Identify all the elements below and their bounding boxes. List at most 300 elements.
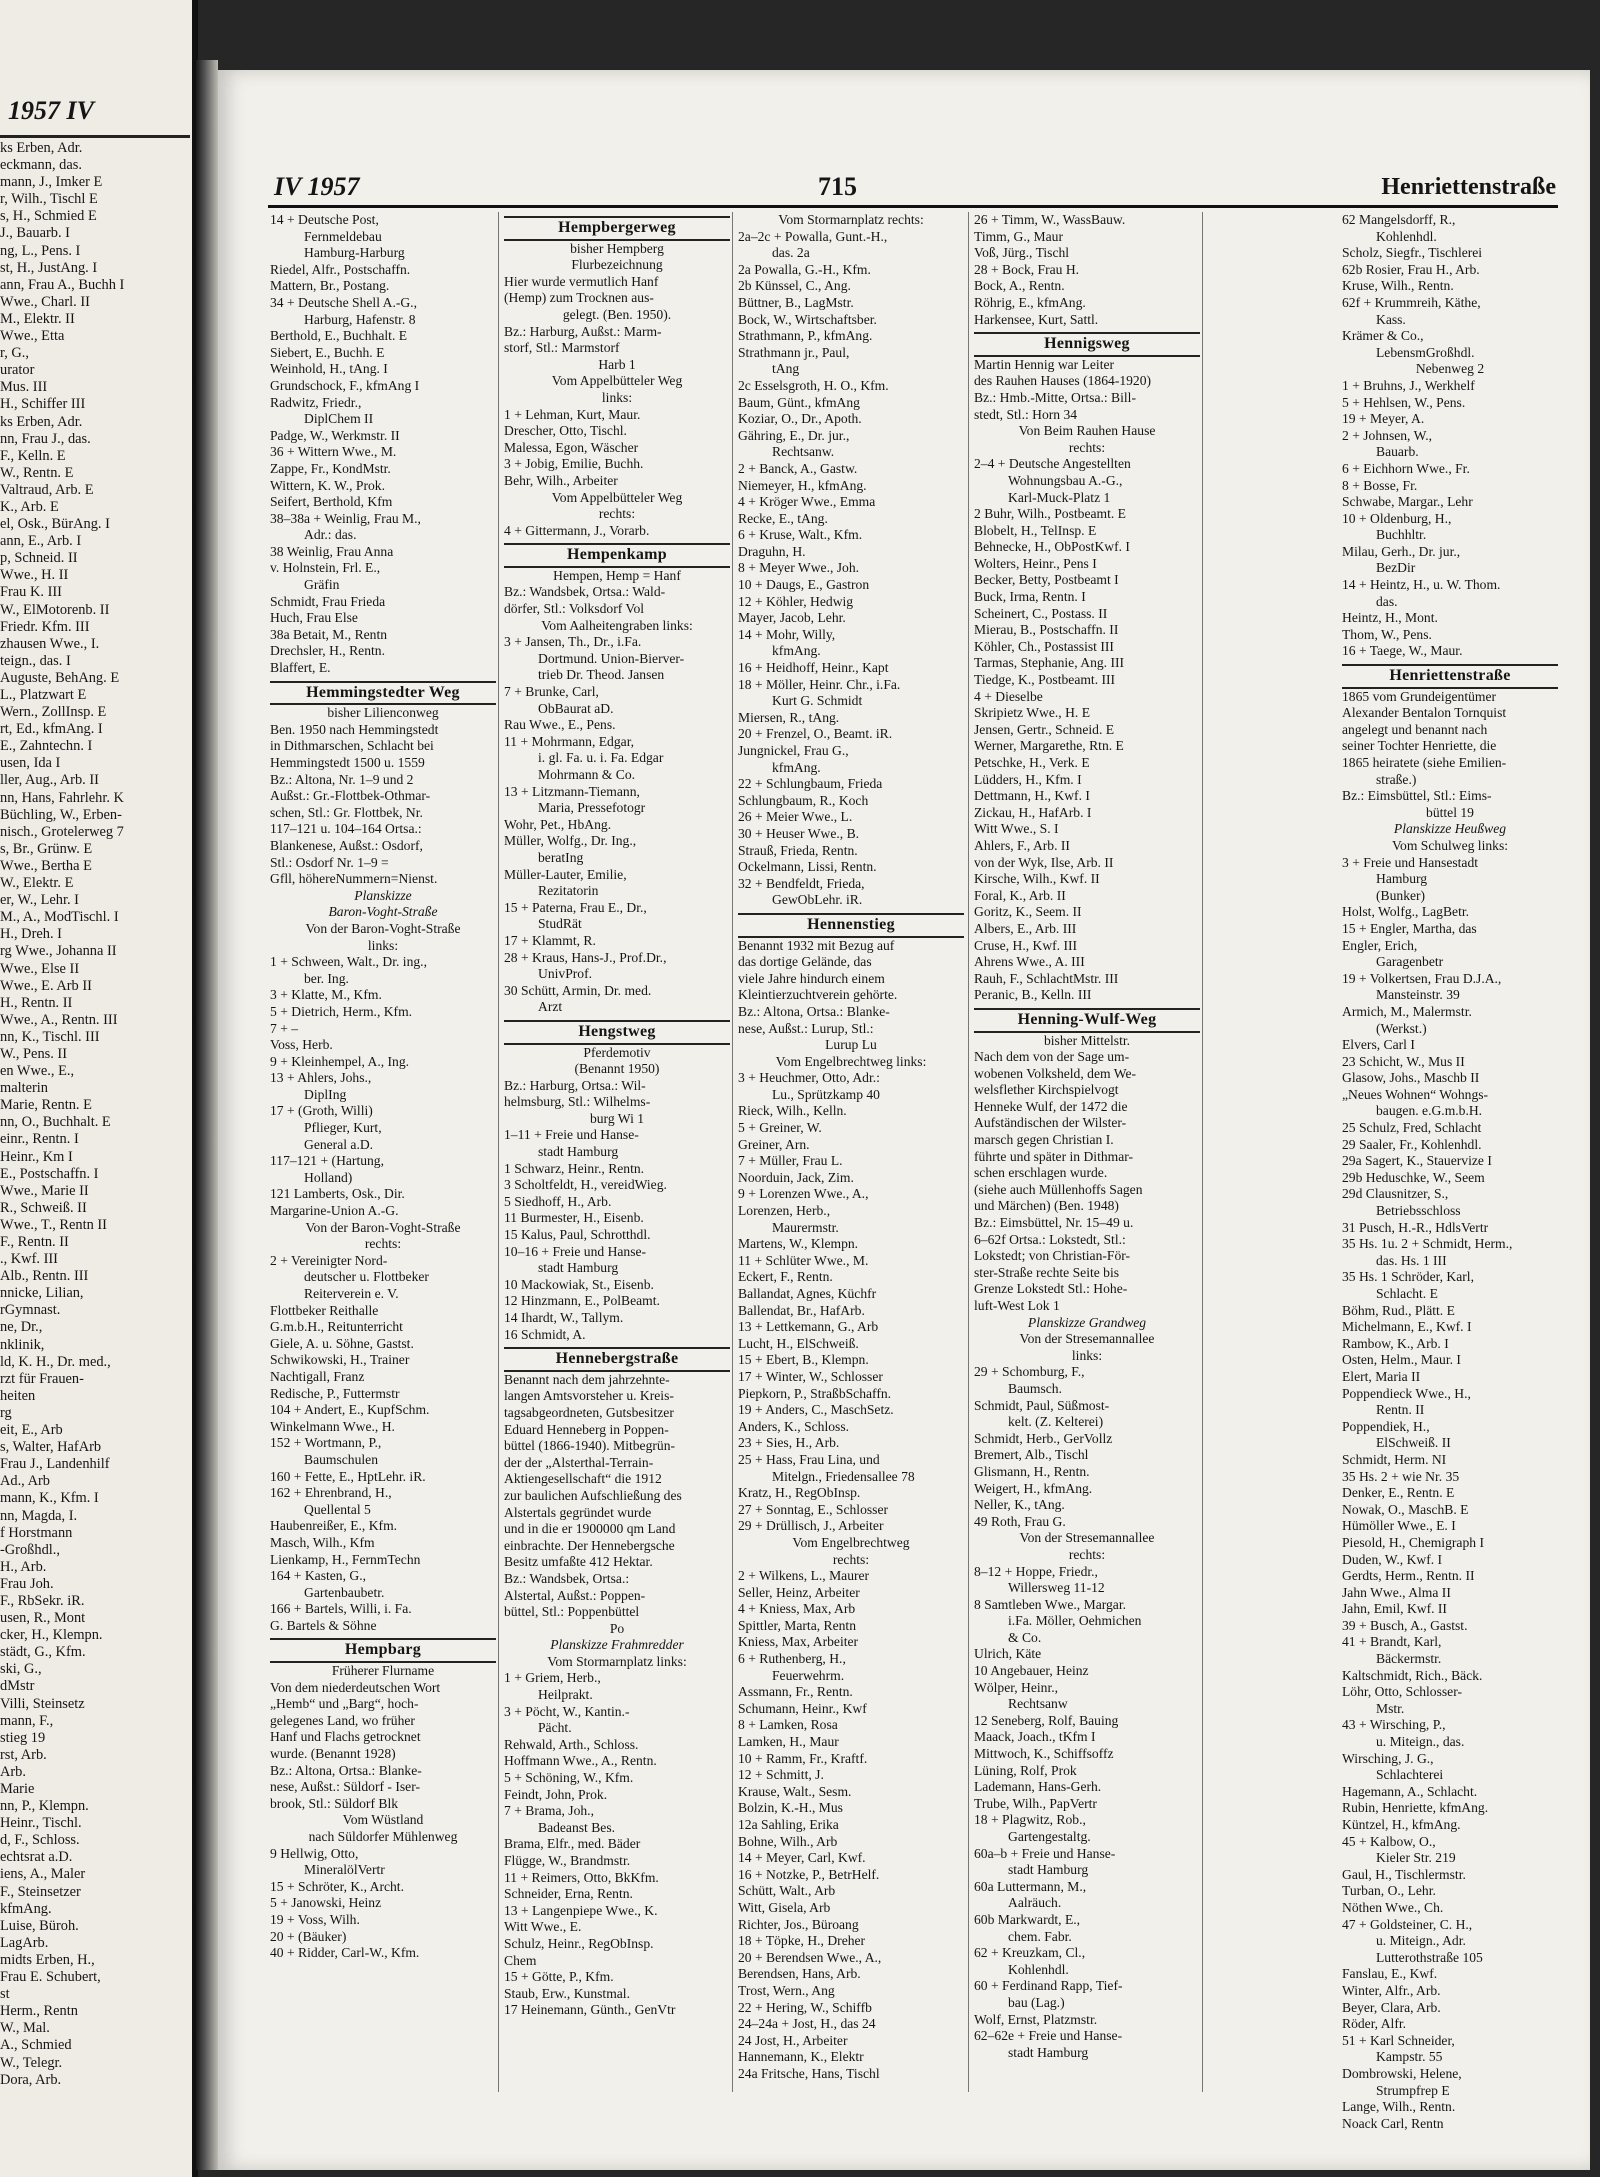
- directory-entry: 11 Burmester, H., Eisenb.: [504, 1210, 644, 1226]
- directory-entry: Kurt G. Schmidt: [772, 693, 863, 709]
- directory-entry: Küntzel, H., kfmAng.: [1342, 1817, 1461, 1832]
- directory-entry: Müller-Lauter, Emilie,: [504, 866, 627, 882]
- directory-entry: Vom Appelbütteler Weg: [551, 489, 683, 505]
- plan-sketch-note: Planskizze Heußweg: [1393, 821, 1507, 837]
- left-page-line: städt, G., Kfm.: [0, 1644, 86, 1661]
- left-page-line: W., Elektr. E: [0, 875, 74, 892]
- left-page-line: mann, F.,: [0, 1712, 54, 1729]
- directory-entry: Bäckermstr.: [1376, 1651, 1442, 1667]
- directory-entry: Thom, W., Pens.: [1342, 626, 1432, 642]
- left-page-line: d, F., Schloss.: [0, 1832, 80, 1849]
- directory-entry: der der „Alsterthal-Terrain-: [504, 1454, 654, 1470]
- directory-entry: 13 + Ahlers, Johs.,: [270, 1070, 372, 1086]
- directory-entry: straße.): [1376, 771, 1417, 787]
- directory-entry: 8 + Meyer Wwe., Joh.: [738, 560, 860, 576]
- directory-entry: 16 + Taege, W., Maur.: [1342, 643, 1463, 659]
- directory-entry: 6 + Ruthenberg, H.,: [738, 1651, 846, 1667]
- directory-entry: Witt, Gisela, Arb: [738, 1899, 831, 1915]
- directory-entry: Beyer, Clara, Arb.: [1342, 1999, 1441, 2015]
- directory-entry: 30 Schütt, Armin, Dr. med.: [504, 982, 652, 998]
- left-page-line: nnicke, Lilian,: [0, 1285, 84, 1302]
- directory-entry: General a.D.: [304, 1136, 374, 1152]
- directory-entry: Foral, K., Arb. II: [974, 887, 1066, 903]
- left-page-line: ., Kwf. III: [0, 1251, 58, 1268]
- directory-entry: Mohrmann & Co.: [538, 767, 636, 782]
- directory-entry: stadt Hamburg: [1008, 1862, 1089, 1878]
- directory-entry: Voss, Herb.: [270, 1037, 333, 1053]
- directory-entry: Kaltschmidt, Rich., Bäck.: [1342, 1667, 1483, 1683]
- directory-entry: Schwabe, Margar., Lehr: [1342, 494, 1473, 510]
- directory-entry: Eduard Henneberg in Poppen-: [504, 1421, 669, 1437]
- left-page-line: Villi, Steinsetz: [0, 1695, 85, 1712]
- directory-entry: Schneider, Erna, Rentn.: [504, 1886, 633, 1902]
- directory-entry: Wohnungsbau A.-G.,: [1008, 472, 1123, 488]
- directory-entry: helmsburg, Stl.: Wilhelms-: [504, 1094, 651, 1110]
- directory-entry: wobenen Volksheld, dem We-: [974, 1065, 1137, 1081]
- directory-entry: Alexander Bentalon Tornquist: [1342, 705, 1507, 721]
- directory-entry: 15 Kalus, Paul, Schrotthdl.: [504, 1227, 651, 1243]
- directory-entry: i.Fa. Möller, Oehmichen: [1008, 1613, 1142, 1629]
- directory-entry: 5 + Dietrich, Herm., Kfm.: [270, 1003, 413, 1019]
- directory-entry: u. Miteign., Adr.: [1376, 1933, 1466, 1949]
- directory-entry: trieb Dr. Theod. Jansen: [538, 667, 665, 683]
- directory-entry: Vom Engelbrechtweg links:: [775, 1053, 927, 1069]
- directory-entry: Ballendat, Br., HafArb.: [738, 1302, 865, 1318]
- directory-entry: Lamken, H., Maur: [738, 1734, 839, 1750]
- directory-entry: Flurbezeichnung: [571, 257, 663, 273]
- directory-entry: 9 + Lorenzen Wwe., A.,: [738, 1186, 869, 1202]
- left-page-line: W., Pens. II: [0, 1045, 68, 1062]
- left-page-line: ann, E., Arb. I: [0, 533, 82, 550]
- directory-entry: Masch, Wilh., Kfm: [270, 1534, 375, 1550]
- left-page-line: H., Dreh. I: [0, 926, 62, 943]
- directory-entry: 62f + Krummreih, Käthe,: [1342, 294, 1481, 310]
- directory-entry: BezDir: [1376, 560, 1416, 576]
- left-page-line: nn, K., Tischl. III: [0, 1028, 100, 1045]
- left-page-line: Frau Joh.: [0, 1575, 54, 1592]
- directory-entry: 34 + Deutsche Shell A.-G.,: [270, 294, 417, 310]
- directory-entry: 30 + Heuser Wwe., B.: [738, 825, 860, 841]
- directory-entry: 6 + Eichhorn Wwe., Fr.: [1342, 460, 1470, 476]
- directory-entry: Noack Carl, Rentn: [1342, 2115, 1444, 2131]
- left-page-line: el, Osk., BürAng. I: [0, 516, 110, 533]
- left-page-line: ller, Aug., Arb. II: [0, 772, 99, 789]
- directory-entry: 60a–b + Freie und Hanse-: [974, 1845, 1116, 1861]
- left-page-line: E., Postschaffn. I: [0, 1165, 99, 1182]
- directory-entry: 9 Hellwig, Otto,: [270, 1845, 359, 1861]
- directory-entry: Bauarb.: [1376, 444, 1419, 460]
- left-page-line: A., Schmied: [0, 2037, 72, 2054]
- directory-entry: 47 + Goldsteiner, C. H.,: [1342, 1916, 1473, 1932]
- directory-entry: rechts:: [1068, 1546, 1106, 1562]
- directory-entry: Harburg, Hafenstr. 8: [304, 311, 416, 327]
- directory-entry: Büttner, B., LagMstr.: [738, 294, 854, 310]
- directory-entry: Noorduin, Jack, Zim.: [738, 1169, 854, 1185]
- left-page-line: nklinik,: [0, 1336, 45, 1353]
- directory-entry: Schwikowski, H., Trainer: [270, 1352, 410, 1368]
- directory-entry: Weinhold, H., tAng. I: [270, 361, 388, 377]
- left-page-line: st, H., JustAng. I: [0, 259, 98, 276]
- directory-entry: tAng: [772, 361, 800, 377]
- left-page-line: ks Erben, Adr.: [0, 413, 83, 430]
- directory-entry: Mittwoch, K., Schiffsoffz: [974, 1746, 1114, 1762]
- directory-entry: Bz.: Wandsbek, Ortsa.:: [504, 1570, 630, 1586]
- directory-entry: 3 + Klatte, M., Kfm.: [270, 987, 382, 1003]
- left-page-line: F., Rentn. II: [0, 1234, 69, 1250]
- directory-entry: von der Wyk, Ilse, Arb. II: [974, 854, 1114, 870]
- directory-entry: Dombrowski, Helene,: [1342, 2065, 1462, 2081]
- directory-entry: Ulrich, Käte: [974, 1646, 1042, 1662]
- directory-entry: beratIng: [538, 849, 584, 865]
- left-page-line: Wwe., T., Rentn II: [0, 1216, 107, 1233]
- directory-entry: Anders, K., Schloss.: [738, 1418, 850, 1434]
- directory-entry: Kohlenhdl.: [1008, 1961, 1069, 1977]
- directory-entry: Röhrig, E., kfmAng.: [974, 294, 1086, 310]
- directory-entry: Rubin, Henriette, kfmAng.: [1342, 1800, 1489, 1816]
- directory-entry: langen Amtsvorsteher u. Kreis-: [504, 1388, 674, 1404]
- directory-entry: Gfll, höhereNummern=Nienst.: [270, 871, 438, 887]
- directory-entry: 13 + Langenpiepe Wwe., K.: [504, 1902, 658, 1918]
- directory-entry: 23 + Sies, H., Arb.: [738, 1435, 840, 1451]
- directory-entry: LebensmGroßhdl.: [1376, 344, 1475, 360]
- left-page-line: zhausen Wwe., I.: [0, 635, 100, 652]
- directory-entry: Glismann, H., Rentn.: [974, 1463, 1090, 1479]
- directory-entry: 13 + Lettkemann, G., Arb: [738, 1319, 879, 1335]
- directory-entry: 29 Saaler, Fr., Kohlenhdl.: [1342, 1136, 1482, 1152]
- directory-entry: 12 Hinzmann, E., PolBeamt.: [504, 1293, 660, 1309]
- directory-entry: Aktiengesellschaft“ die 1912: [504, 1471, 662, 1487]
- left-page-line: Wwe., E. Arb II: [0, 977, 92, 994]
- directory-entry: Hümöller Wwe., E. I: [1342, 1518, 1456, 1534]
- left-page-line: ne, Dr.,: [0, 1319, 43, 1336]
- directory-entry: 15 + Ebert, B., Klempn.: [738, 1352, 869, 1368]
- directory-entry: 8 + Bosse, Fr.: [1342, 477, 1418, 493]
- directory-entry: und in die er 1900000 qm Land: [504, 1521, 676, 1537]
- left-page-line: Frau J., Landenhilf: [0, 1456, 110, 1473]
- directory-entry: Recke, E., tAng.: [738, 510, 828, 526]
- directory-entry: Kirsche, Wilh., Kwf. II: [974, 871, 1100, 887]
- directory-entry: Maria, Pressefotogr: [538, 800, 646, 816]
- directory-entry: Schmidt, Herm. NI: [1342, 1451, 1447, 1467]
- directory-entry: 62–62e + Freie und Hanse-: [974, 2028, 1123, 2044]
- directory-entry: Mitelgn., Friedensallee 78: [772, 1468, 915, 1484]
- directory-entry: 9 + Kleinhempel, A., Ing.: [270, 1053, 410, 1069]
- directory-entry: Lange, Wilh., Rentn.: [1342, 2099, 1456, 2115]
- directory-entry: Bz.: Harburg, Ortsa.: Wil-: [504, 1077, 646, 1093]
- directory-entry: schen, Stl.: Gr. Flottbek, Nr.: [270, 804, 423, 820]
- directory-entry: Ahlers, F., Arb. II: [974, 837, 1070, 853]
- directory-entry: Dortmund. Union-Bierver-: [538, 650, 685, 666]
- directory-entry: seiner Tochter Henriette, die: [1342, 738, 1497, 754]
- directory-entry: Witt Wwe., S. I: [974, 821, 1059, 837]
- directory-entry: 11 + Reimers, Otto, BkKfm.: [504, 1869, 659, 1885]
- directory-entry: Holland): [304, 1169, 353, 1185]
- directory-entry: Rau Wwe., E., Pens.: [504, 717, 616, 733]
- directory-entry: Hanf und Flachs getrocknet: [270, 1729, 421, 1745]
- directory-entry: baugen. e.G.m.b.H.: [1376, 1103, 1483, 1119]
- left-page-line: f Horstmann: [0, 1524, 73, 1541]
- directory-entry: Löhr, Otto, Schlosser-: [1342, 1684, 1463, 1700]
- directory-entry: Riedel, Alfr., Postschaffn.: [270, 261, 411, 277]
- directory-entry: 36 + Wittern Wwe., M.: [270, 444, 397, 460]
- directory-entry: Padge, W., Werkmstr. II: [270, 427, 400, 443]
- directory-entry: 7 + Brama, Joh.,: [504, 1803, 594, 1819]
- directory-entry: bisher Hempberg: [570, 240, 664, 256]
- directory-entry: Schlachterei: [1376, 1767, 1444, 1783]
- directory-entry: 2a Powalla, G.-H., Kfm.: [738, 261, 871, 277]
- directory-entry: Schütt, Walt., Arb: [738, 1883, 836, 1899]
- left-page-line: echtsrat a.D.: [0, 1849, 73, 1866]
- left-page-line: s, Walter, HafArb: [0, 1439, 102, 1456]
- directory-entry: Drescher, Otto, Tischl.: [504, 423, 627, 439]
- directory-entry: Scholz, Siegfr., Tischlerei: [1342, 245, 1483, 261]
- directory-entry: 164 + Kasten, G.,: [270, 1568, 367, 1584]
- directory-entry: links:: [1071, 1347, 1103, 1363]
- directory-entry: Benannt nach dem jahrzehnte-: [504, 1371, 670, 1387]
- directory-entry: Baumschulen: [304, 1451, 378, 1467]
- left-page-line: s, H., Schmied E: [0, 208, 97, 225]
- directory-entry: Bz.: Wandsbek, Ortsa.: Wald-: [504, 584, 666, 600]
- directory-entry: das. 2a: [772, 245, 810, 261]
- directory-entry: Von der Stresemannallee: [1019, 1331, 1155, 1347]
- left-page-line: ks Erben, Adr.: [0, 140, 83, 156]
- directory-entry: 17 Heinemann, Günth., GenVtr: [504, 2002, 676, 2018]
- left-page-line: nn, Magda, I.: [0, 1507, 78, 1524]
- left-page-line: W., Telegr.: [0, 2054, 63, 2071]
- directory-entry: Drechsler, H., Rentn.: [270, 643, 385, 659]
- directory-entry: Kass.: [1376, 311, 1406, 327]
- directory-entry: rechts:: [598, 506, 636, 522]
- directory-entry: (siehe auch Müllenhoffs Sagen: [974, 1181, 1143, 1197]
- directory-entry: Hamburg: [1376, 871, 1428, 887]
- directory-entry: Heilprakt.: [538, 1687, 593, 1703]
- left-page-line: dMstr: [0, 1678, 35, 1695]
- left-page-line: Frau K. III: [0, 584, 62, 601]
- directory-entry: in Dithmarschen, Schlacht bei: [270, 738, 434, 754]
- header-rule: [268, 205, 1558, 208]
- directory-entry: Blankenese, Außst.: Osdorf,: [270, 837, 423, 853]
- directory-entry: Jensen, Gertr., Schneid. E: [974, 721, 1115, 737]
- directory-entry: 7 + Brunke, Carl,: [504, 684, 599, 700]
- directory-entry: 15 + Götte, P., Kfm.: [504, 1969, 614, 1985]
- directory-entry: Lu., Sprützkamp 40: [772, 1086, 880, 1102]
- directory-entry: Vom Stormarnplatz links:: [547, 1653, 687, 1669]
- directory-entry: 19 + Volkertsen, Frau D.J.A.,: [1342, 970, 1502, 986]
- directory-entry: Scheinert, C., Postass. II: [974, 605, 1108, 621]
- directory-entry: büttel 19: [1426, 804, 1474, 820]
- directory-entry: 11 + Mohrmann, Edgar,: [504, 733, 635, 749]
- left-page-line: iens, A., Maler: [0, 1866, 86, 1883]
- directory-entry: Kniess, Max, Arbeiter: [738, 1634, 859, 1650]
- directory-entry: Bz.: Harburg, Außst.: Marm-: [504, 323, 662, 339]
- directory-entry: Spittler, Marta, Rentn: [738, 1617, 857, 1633]
- directory-entry: Aufständischen der Wilster-: [974, 1115, 1127, 1131]
- directory-entry: 7 + Müller, Frau L.: [738, 1153, 843, 1169]
- directory-entry: Fanslau, E., Kwf.: [1342, 1966, 1438, 1982]
- directory-entry: 27 + Sonntag, E., Schlosser: [738, 1501, 889, 1517]
- directory-entry: Ahrens Wwe., A. III: [974, 954, 1085, 970]
- left-page-line: Marie, Rentn. E: [0, 1097, 92, 1114]
- directory-entry: Blobelt, H., TelInsp. E: [974, 522, 1097, 538]
- directory-entry: 7 + –: [270, 1020, 299, 1036]
- directory-entry: Werner, Margarethe, Rtn. E: [974, 738, 1124, 754]
- directory-entry: Vom Stormarnplatz rechts:: [778, 212, 924, 227]
- directory-entry: Ballandat, Agnes, Küchfr: [738, 1286, 877, 1301]
- directory-entry: 1 + Schween, Walt., Dr. ing.,: [270, 954, 427, 970]
- directory-entry: Feindt, John, Prok.: [504, 1786, 608, 1802]
- directory-entry: büttel (1866-1940). Mitbegrün-: [504, 1438, 676, 1454]
- directory-entry: 15 + Engler, Martha, das: [1342, 920, 1477, 936]
- directory-entry: und Märchen) (Ben. 1948): [974, 1198, 1119, 1214]
- directory-entry: Von Beim Rauhen Hause: [1018, 423, 1156, 439]
- directory-entry: Becker, Betty, Postbeamt I: [974, 572, 1119, 588]
- directory-entry: 19 + Anders, C., MaschSetz.: [738, 1402, 894, 1418]
- directory-entry: 4 + Kniess, Max, Arb: [738, 1601, 856, 1617]
- directory-entry: rechts:: [1068, 439, 1106, 455]
- directory-entry: 2c Esselsgroth, H. O., Kfm.: [738, 377, 889, 393]
- directory-entry: Voß, Jürg., Tischl: [974, 245, 1070, 261]
- directory-entry: Witt Wwe., E.: [504, 1919, 582, 1935]
- directory-entry: Redische, P., Futtermstr: [270, 1385, 400, 1401]
- directory-entry: 62 Mangelsdorff, R.,: [1342, 212, 1456, 227]
- directory-entry: 51 + Karl Schneider,: [1342, 2032, 1455, 2048]
- directory-entry: Martens, W., Klempn.: [738, 1236, 859, 1252]
- directory-entry: 8 Samtleben Wwe., Margar.: [974, 1596, 1127, 1612]
- directory-entry: 6–62f Ortsa.: Lokstedt, Stl.:: [974, 1231, 1126, 1247]
- left-page-line: W., ElMotorenb. II: [0, 601, 110, 618]
- directory-entry: 26 + Meier Wwe., L.: [738, 809, 853, 825]
- directory-entry: stadt Hamburg: [538, 1144, 619, 1160]
- directory-entry: DiplChem II: [304, 411, 374, 427]
- directory-entry: Früherer Flurname: [331, 1663, 435, 1679]
- directory-entry: rechts:: [832, 1551, 870, 1567]
- directory-entry: dörfer, Stl.: Volksdorf Vol: [504, 601, 645, 617]
- directory-entry: Harb 1: [598, 356, 636, 372]
- directory-entry: Piesold, H., Chemigraph I: [1342, 1534, 1484, 1550]
- directory-entry: Von der Baron-Voght-Straße: [305, 920, 461, 936]
- directory-entry: 29 + Schomburg, F.,: [974, 1364, 1085, 1380]
- directory-entry: Weigert, H., kfmAng.: [974, 1480, 1093, 1496]
- directory-entry: Kieler Str. 219: [1376, 1850, 1456, 1866]
- left-page-line: rg Wwe., Johanna II: [0, 943, 117, 960]
- plan-sketch-note: Planskizze Frahmredder: [550, 1637, 684, 1653]
- left-page-line: cker, H., Klempn.: [0, 1627, 103, 1644]
- directory-entry: 14 Ihardt, W., Tallym.: [504, 1310, 624, 1325]
- directory-entry: Vom Appelbütteler Weg: [551, 373, 683, 389]
- directory-entry: Radwitz, Friedr.,: [270, 394, 362, 410]
- directory-entry: Wolf, Ernst, Platzmstr.: [974, 2011, 1098, 2027]
- directory-entry: Feuerwehrm.: [772, 1667, 845, 1683]
- directory-entry: G. Bartels & Söhne: [270, 1617, 377, 1633]
- left-page-line: Wwe., Charl. II: [0, 293, 90, 310]
- left-page-line: Frau E. Schubert,: [0, 1969, 101, 1986]
- directory-entry: führte und später in Dithmar-: [974, 1148, 1134, 1164]
- directory-entry: Tarmas, Stephanie, Ang. III: [974, 655, 1125, 671]
- directory-entry: Hannemann, K., Elektr: [738, 2049, 864, 2065]
- directory-entry: Schmidt, Herb., GerVollz: [974, 1430, 1113, 1446]
- directory-entry: 121 Lamberts, Osk., Dir.: [270, 1186, 405, 1202]
- directory-entry: Miersen, R., tAng.: [738, 709, 840, 725]
- directory-entry: Gartengestaltg.: [1008, 1829, 1091, 1844]
- directory-entry: ster-Straße rechte Seite bis: [974, 1264, 1120, 1280]
- left-page-line: ann, Frau A., Buchh I: [0, 276, 125, 293]
- left-page-line: LagArb.: [0, 1934, 49, 1951]
- street-heading: Hennigsweg: [974, 332, 1200, 357]
- directory-entry: Bz.: Altona, Nr. 1–9 und 2: [270, 771, 414, 787]
- directory-entry: deutscher u. Flottbeker: [304, 1269, 429, 1285]
- directory-entry: Ockelmann, Lissi, Rentn.: [738, 859, 877, 875]
- directory-entry: 8 + Lamken, Rosa: [738, 1717, 838, 1733]
- directory-entry: bisher Mittelstr.: [1043, 1032, 1131, 1048]
- directory-entry: 24 Jost, H., Arbeiter: [738, 2032, 848, 2048]
- directory-entry: 3 + Pöcht, W., Kantin.-: [504, 1703, 630, 1719]
- directory-column-4: [974, 212, 1200, 2061]
- directory-entry: Gartenbaubetr.: [304, 1584, 385, 1600]
- directory-entry: Wirsching, J. G.,: [1342, 1750, 1434, 1766]
- directory-entry: angelegt und benannt nach: [1342, 721, 1488, 737]
- left-page-line: teign., das. I: [0, 652, 71, 669]
- directory-entry: Gräfin: [304, 577, 340, 593]
- left-page-line: mann, K., Kfm. I: [0, 1490, 99, 1507]
- directory-entry: Lüdders, H., Kfm. I: [974, 771, 1082, 787]
- directory-entry: Strauß, Frieda, Rentn.: [738, 842, 858, 858]
- directory-entry: Mstr.: [1376, 1700, 1405, 1716]
- directory-entry: 16 + Heidhoff, Heinr., Kapt: [738, 660, 889, 676]
- directory-entry: Arzt: [538, 999, 563, 1015]
- directory-entry: Kleintierzuchtverein gehörte.: [738, 987, 898, 1003]
- directory-entry: Schmidt, Paul, Süßmost-: [974, 1397, 1110, 1413]
- directory-entry: Benannt 1932 mit Bezug auf: [738, 937, 895, 953]
- directory-entry: 6 + Kruse, Walt., Kfm.: [738, 527, 863, 543]
- left-page-lines: [0, 140, 190, 2089]
- left-page-line: H., Arb.: [0, 1558, 47, 1575]
- left-page-line: en Wwe., E.,: [0, 1063, 75, 1080]
- directory-entry: Garagenbetr: [1376, 954, 1444, 970]
- left-page-line: nn, Frau J., das.: [0, 430, 91, 447]
- left-page-line: H., Schiffer III: [0, 396, 86, 413]
- directory-column-5: [1342, 212, 1558, 2132]
- directory-entry: 35 Hs. 2 + wie Nr. 35: [1342, 1468, 1460, 1484]
- left-page-line: Valtraud, Arb. E: [0, 481, 94, 498]
- directory-entry: büttel, Stl.: Poppenbüttel: [504, 1604, 640, 1620]
- directory-entry: Chem: [504, 1952, 537, 1968]
- left-page-line: r, G.,: [0, 345, 29, 362]
- left-page-line: Alb., Rentn. III: [0, 1268, 89, 1285]
- directory-entry: 2a–2c + Powalla, Gunt.-H.,: [738, 228, 888, 244]
- directory-entry: 38 Weinlig, Frau Anna: [270, 543, 394, 559]
- directory-entry: Maurermstr.: [772, 1219, 839, 1235]
- directory-entry: stedt, Stl.: Horn 34: [974, 406, 1078, 422]
- left-page-line: Heinr., Km I: [0, 1148, 73, 1165]
- street-heading: Hemmingstedter Weg: [270, 681, 496, 706]
- directory-entry: Heintz, H., Mont.: [1342, 610, 1438, 626]
- directory-entry: 1865 heiratete (siehe Emilien-: [1342, 755, 1507, 770]
- directory-entry: Blaffert, E.: [270, 660, 331, 676]
- directory-entry: 11 + Schlüter Wwe., M.: [738, 1252, 869, 1268]
- directory-entry: Schlacht. E: [1376, 1286, 1438, 1301]
- directory-entry: Alstertal, Außst.: Poppen-: [504, 1587, 646, 1603]
- directory-entry: einbrachte. Der Hennebergsche: [504, 1537, 675, 1553]
- directory-entry: 60a Luttermann, M.,: [974, 1878, 1087, 1894]
- left-page-line: Mus. III: [0, 379, 48, 396]
- directory-entry: 3 + Jansen, Th., Dr., i.Fa.: [504, 634, 642, 650]
- directory-entry: 28 + Bock, Frau H.: [974, 261, 1080, 277]
- directory-entry: links:: [601, 389, 633, 405]
- directory-entry: storf, Stl.: Marmstorf: [504, 340, 620, 356]
- left-page-line: nn, O., Buchhalt. E: [0, 1114, 111, 1131]
- directory-entry: Nöthen Wwe., Ch.: [1342, 1899, 1444, 1915]
- left-page-line: J., Bauarb. I: [0, 225, 70, 242]
